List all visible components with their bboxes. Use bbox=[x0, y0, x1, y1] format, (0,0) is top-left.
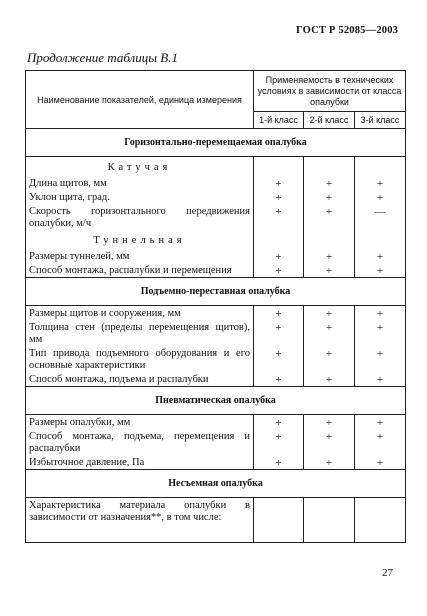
parameter-name: Способ монтажа, подъема, перемещения и распалубки bbox=[26, 429, 254, 455]
section-title-row bbox=[26, 387, 406, 415]
applicability-mark-class-2 bbox=[304, 498, 355, 525]
parameter-name: Уклон щита, град. bbox=[26, 190, 254, 204]
section-title-row bbox=[26, 278, 406, 306]
table-header-row bbox=[26, 71, 406, 112]
applicability-mark-class-1: + bbox=[254, 249, 304, 263]
section-title-row bbox=[26, 129, 406, 157]
table-row bbox=[26, 429, 406, 455]
applicability-mark-class-3: + bbox=[355, 320, 406, 346]
applicability-mark-class-2: + bbox=[304, 372, 355, 387]
page-number: 27 bbox=[382, 567, 393, 579]
applicability-mark-class-1: + bbox=[254, 415, 304, 430]
section-title: Несъемная опалубка bbox=[26, 470, 406, 498]
applicability-mark-class-2: + bbox=[304, 320, 355, 346]
applicability-mark-class-1: + bbox=[254, 204, 304, 230]
column-header-class-1: 1-й класс bbox=[254, 112, 304, 129]
applicability-mark-class-3: + bbox=[355, 415, 406, 430]
applicability-mark-class-1 bbox=[254, 498, 304, 525]
table-row bbox=[26, 320, 406, 346]
applicability-mark-class-1: + bbox=[254, 429, 304, 455]
applicability-mark-class-3: — bbox=[355, 204, 406, 230]
parameter-name: Размеры туннелей, мм bbox=[26, 249, 254, 263]
table-row bbox=[26, 204, 406, 230]
applicability-mark-class-3 bbox=[355, 498, 406, 525]
applicability-mark-class-3: + bbox=[355, 306, 406, 321]
empty-cell bbox=[254, 157, 304, 177]
table-row bbox=[26, 263, 406, 278]
applicability-mark-class-2: + bbox=[304, 263, 355, 278]
applicability-mark-class-1: + bbox=[254, 306, 304, 321]
section-title-group bbox=[26, 278, 406, 306]
table-row bbox=[26, 306, 406, 321]
empty-cell bbox=[304, 524, 355, 543]
empty-cell bbox=[26, 524, 254, 543]
section-title: Подъемно-переставная опалубка bbox=[26, 278, 406, 306]
applicability-mark-class-2: + bbox=[304, 204, 355, 230]
empty-cell bbox=[355, 157, 406, 177]
applicability-mark-class-1: + bbox=[254, 320, 304, 346]
applicability-mark-class-3: + bbox=[355, 176, 406, 190]
applicability-mark-class-3: + bbox=[355, 263, 406, 278]
applicability-mark-class-2: + bbox=[304, 346, 355, 372]
applicability-mark-class-1: + bbox=[254, 190, 304, 204]
table-row bbox=[26, 176, 406, 190]
applicability-mark-class-3: + bbox=[355, 372, 406, 387]
empty-cell bbox=[304, 230, 355, 249]
subsection-title: Туннельная bbox=[26, 230, 254, 249]
applicability-mark-class-2: + bbox=[304, 415, 355, 430]
parameter-name: Избыточное давление, Па bbox=[26, 455, 254, 470]
parameter-name: Размеры опалубки, мм bbox=[26, 415, 254, 430]
subsection-row bbox=[26, 230, 406, 249]
document-standard-number: ГОСТ Р 52085—2003 bbox=[296, 25, 399, 36]
empty-cell bbox=[304, 157, 355, 177]
applicability-mark-class-3: + bbox=[355, 346, 406, 372]
applicability-mark-class-1: + bbox=[254, 455, 304, 470]
column-header-applicability: Применяемость в технических условиях в зависимости от класса опалубки bbox=[254, 71, 406, 112]
parameter-name: Размеры щитов и сооружения, мм bbox=[26, 306, 254, 321]
applicability-mark-class-3: + bbox=[355, 190, 406, 204]
specification-table bbox=[25, 70, 406, 543]
empty-cell bbox=[254, 524, 304, 543]
table-row bbox=[26, 249, 406, 263]
column-header-class-2: 2-й класс bbox=[304, 112, 355, 129]
applicability-mark-class-2: + bbox=[304, 249, 355, 263]
section-title-group bbox=[26, 470, 406, 498]
section-rows bbox=[26, 498, 406, 543]
applicability-mark-class-2: + bbox=[304, 306, 355, 321]
parameter-name: Скорость горизонтального передвижения опалубки, м/ч bbox=[26, 204, 254, 230]
parameter-name: Способ монтажа, подъема и распалубки bbox=[26, 372, 254, 387]
applicability-mark-class-1: + bbox=[254, 263, 304, 278]
applicability-mark-class-1: + bbox=[254, 372, 304, 387]
applicability-mark-class-2: + bbox=[304, 429, 355, 455]
column-header-name: Наименование показателей, единица измерения bbox=[26, 71, 254, 129]
parameter-name: Тип привода подъемного оборудования и его основные характеристики bbox=[26, 346, 254, 372]
subsection-title: Катучая bbox=[26, 157, 254, 177]
table-row bbox=[26, 415, 406, 430]
parameter-name: Толщина стен (пределы перемещения щитов), мм bbox=[26, 320, 254, 346]
table-row bbox=[26, 190, 406, 204]
section-title: Пневматическая опалубка bbox=[26, 387, 406, 415]
applicability-mark-class-2: + bbox=[304, 455, 355, 470]
table-row bbox=[26, 455, 406, 470]
applicability-mark-class-2: + bbox=[304, 190, 355, 204]
applicability-mark-class-1: + bbox=[254, 176, 304, 190]
empty-cell bbox=[355, 524, 406, 543]
table-row bbox=[26, 498, 406, 525]
section-title-group bbox=[26, 129, 406, 157]
table-continuation-caption: Продолжение таблицы В.1 bbox=[27, 50, 178, 65]
section-title-row bbox=[26, 470, 406, 498]
parameter-name: Характеристика материала опалубки в зависимости от назначения**, в том числе: bbox=[26, 498, 254, 525]
applicability-mark-class-3: + bbox=[355, 429, 406, 455]
applicability-mark-class-3: + bbox=[355, 455, 406, 470]
column-header-class-3: 3-й класс bbox=[355, 112, 406, 129]
applicability-mark-class-2: + bbox=[304, 176, 355, 190]
parameter-name: Длина щитов, мм bbox=[26, 176, 254, 190]
section-rows bbox=[26, 157, 406, 278]
section-title: Горизонтально-перемещаемая опалубка bbox=[26, 129, 406, 157]
section-rows bbox=[26, 306, 406, 387]
applicability-mark-class-1: + bbox=[254, 346, 304, 372]
empty-cell bbox=[254, 230, 304, 249]
applicability-mark-class-3: + bbox=[355, 249, 406, 263]
section-rows bbox=[26, 415, 406, 470]
section-title-group bbox=[26, 387, 406, 415]
parameter-name: Способ монтажа, распалубки и перемещения bbox=[26, 263, 254, 278]
table-row bbox=[26, 346, 406, 372]
empty-cell bbox=[355, 230, 406, 249]
table-row-spacer bbox=[26, 524, 406, 543]
subsection-row bbox=[26, 157, 406, 177]
table-row bbox=[26, 372, 406, 387]
